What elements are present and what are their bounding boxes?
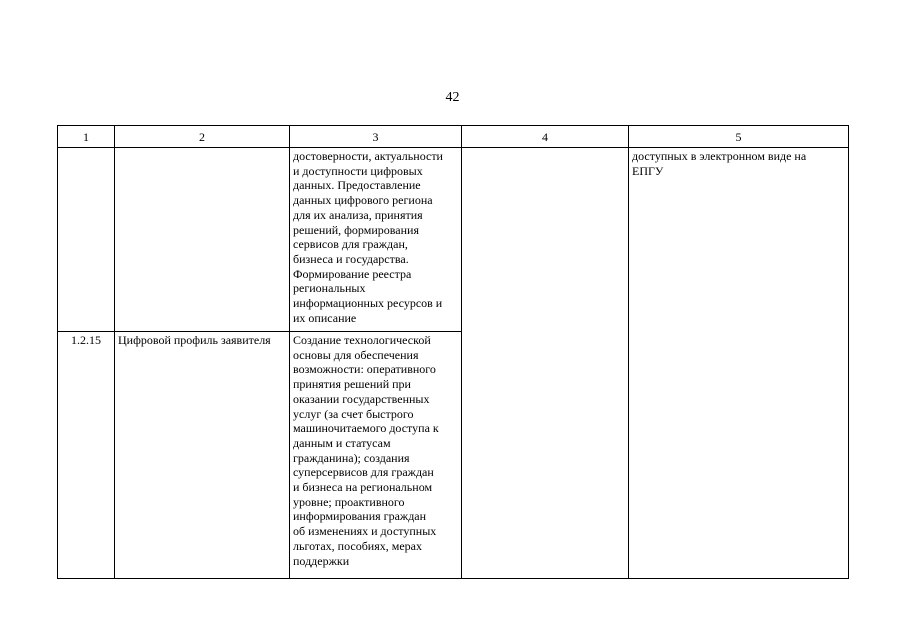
table-row [58, 148, 849, 332]
row2-number-cell: 1.2.15 [58, 332, 115, 579]
row2-name-cell: Цифровой профиль заявителя [115, 332, 290, 579]
page-number: 42 [445, 90, 460, 105]
column-header-4: 4 [462, 126, 629, 148]
column4-merged-cell [462, 148, 629, 579]
column-header-2: 2 [115, 126, 290, 148]
row1-number-cell [58, 148, 115, 332]
row1-description-cell: достоверности, актуальности и доступности цифровых данных. Предоставление данных цифрового региона для их анализа, принятия решений, формирования сервисов для граждан, бизнеса и государства. Формирование реестра региональных информационных ресурсов и их описание [290, 148, 462, 332]
column5-merged-cell: доступных в электронном виде на ЕПГУ [629, 148, 849, 579]
document-table [57, 125, 849, 579]
column-header-3: 3 [290, 126, 462, 148]
column-header-1: 1 [58, 126, 115, 148]
row2-description-cell: Создание технологической основы для обеспечения возможности: оперативного принятия решений при оказании государственных услуг (за счет быстрого машиночитаемого доступа к данным и статусам гражданина); создания суперсервисов для граждан и бизнеса на региональном уровне; проактивного информирования граждан об изменениях и доступных льготах, пособиях, мерах поддержки [290, 332, 462, 579]
table-header-row [58, 126, 849, 148]
column-header-5: 5 [629, 126, 849, 148]
row1-name-cell [115, 148, 290, 332]
